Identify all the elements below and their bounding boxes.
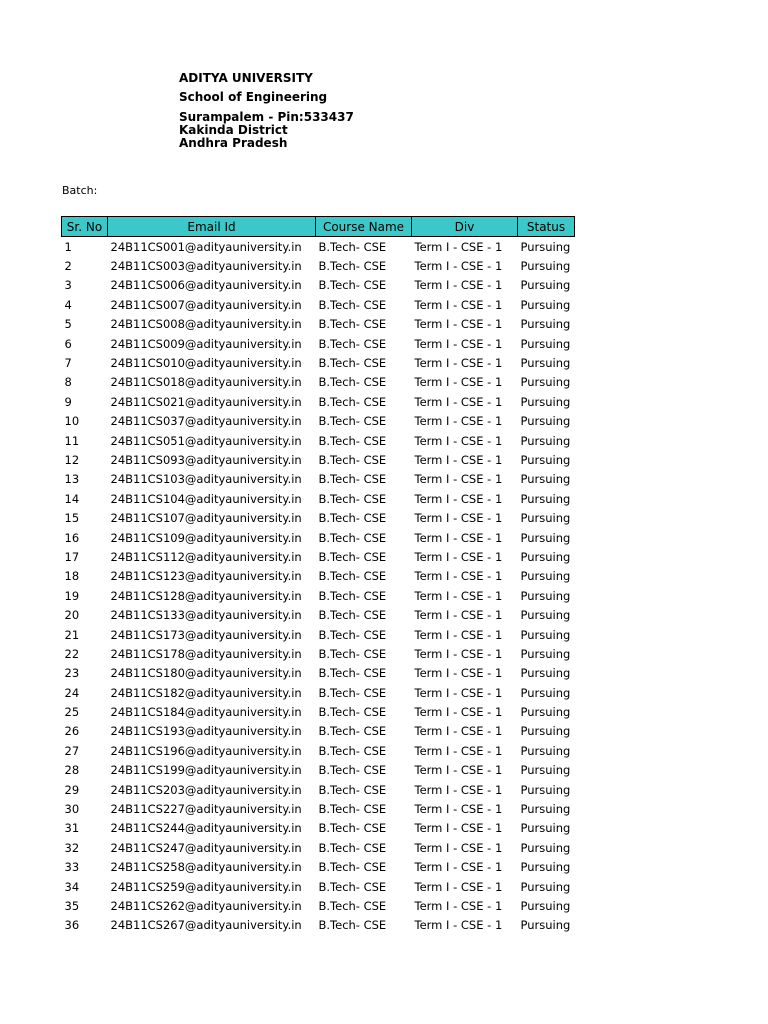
div-cell: Term I - CSE - 1 — [414, 802, 503, 817]
status-cell: Pursuing — [520, 549, 571, 564]
div-cell: Term I - CSE - 1 — [414, 511, 503, 526]
table-row — [62, 353, 575, 372]
course-cell: B.Tech- CSE — [318, 763, 387, 778]
course-cell: B.Tech- CSE — [318, 666, 387, 681]
course-cell: B.Tech- CSE — [318, 356, 387, 371]
status-cell: Pursuing — [520, 802, 571, 817]
status-cell: Pursuing — [520, 511, 571, 526]
div-cell: Term I - CSE - 1 — [414, 239, 503, 254]
table-row — [62, 819, 575, 838]
sr-no-cell: 36 — [64, 918, 80, 933]
div-cell: Term I - CSE - 1 — [414, 530, 503, 545]
status-cell: Pursuing — [520, 491, 571, 506]
div-cell: Term I - CSE - 1 — [414, 627, 503, 642]
status-cell: Pursuing — [520, 860, 571, 875]
email-cell: 24B11CS173@adityauniversity.in — [110, 627, 302, 642]
course-cell: B.Tech- CSE — [318, 472, 387, 487]
sr-no-cell: 4 — [64, 297, 72, 312]
sr-no-cell: 30 — [64, 802, 80, 817]
email-cell: 24B11CS247@adityauniversity.in — [110, 840, 302, 855]
status-cell: Pursuing — [520, 317, 571, 332]
course-cell: B.Tech- CSE — [318, 375, 387, 390]
email-cell: 24B11CS009@adityauniversity.in — [110, 336, 302, 351]
course-cell: B.Tech- CSE — [318, 724, 387, 739]
status-cell: Pursuing — [520, 666, 571, 681]
email-cell: 24B11CS182@adityauniversity.in — [110, 685, 302, 700]
status-cell: Pursuing — [520, 840, 571, 855]
column-header-course-name: Course Name — [316, 217, 412, 237]
div-cell: Term I - CSE - 1 — [414, 724, 503, 739]
course-cell: B.Tech- CSE — [318, 433, 387, 448]
sr-no-cell: 32 — [64, 840, 80, 855]
table-row — [62, 334, 575, 353]
course-cell: B.Tech- CSE — [318, 627, 387, 642]
status-cell: Pursuing — [520, 724, 571, 739]
column-header-status: Status — [518, 217, 575, 237]
sr-no-cell: 28 — [64, 763, 80, 778]
table-row — [62, 605, 575, 624]
table-row — [62, 373, 575, 392]
sr-no-cell: 10 — [64, 414, 80, 429]
table-row — [62, 567, 575, 586]
school-name: School of Engineering — [179, 90, 328, 104]
sr-no-cell: 19 — [64, 588, 80, 603]
email-cell: 24B11CS007@adityauniversity.in — [110, 297, 302, 312]
sr-no-cell: 31 — [64, 821, 80, 836]
div-cell: Term I - CSE - 1 — [414, 433, 503, 448]
course-cell: B.Tech- CSE — [318, 821, 387, 836]
div-cell: Term I - CSE - 1 — [414, 278, 503, 293]
table-row — [62, 392, 575, 411]
email-cell: 24B11CS133@adityauniversity.in — [110, 608, 302, 623]
status-cell: Pursuing — [520, 278, 571, 293]
sr-no-cell: 22 — [64, 646, 80, 661]
status-cell: Pursuing — [520, 685, 571, 700]
email-cell: 24B11CS259@adityauniversity.in — [110, 879, 302, 894]
sr-no-cell: 5 — [64, 317, 72, 332]
div-cell: Term I - CSE - 1 — [414, 549, 503, 564]
sr-no-cell: 8 — [64, 375, 72, 390]
course-cell: B.Tech- CSE — [318, 259, 387, 274]
institution-header — [179, 70, 399, 150]
table-row — [62, 508, 575, 527]
course-cell: B.Tech- CSE — [318, 879, 387, 894]
status-cell: Pursuing — [520, 433, 571, 448]
email-cell: 24B11CS258@adityauniversity.in — [110, 860, 302, 875]
email-cell: 24B11CS184@adityauniversity.in — [110, 705, 302, 720]
sr-no-cell: 27 — [64, 743, 80, 758]
course-cell: B.Tech- CSE — [318, 608, 387, 623]
email-cell: 24B11CS193@adityauniversity.in — [110, 724, 302, 739]
email-cell: 24B11CS178@adityauniversity.in — [110, 646, 302, 661]
email-cell: 24B11CS199@adityauniversity.in — [110, 763, 302, 778]
sr-no-cell: 14 — [64, 491, 80, 506]
university-name: ADITYA UNIVERSITY — [179, 71, 313, 85]
email-cell: 24B11CS093@adityauniversity.in — [110, 452, 302, 467]
div-cell: Term I - CSE - 1 — [414, 394, 503, 409]
div-cell: Term I - CSE - 1 — [414, 918, 503, 933]
div-cell: Term I - CSE - 1 — [414, 646, 503, 661]
email-cell: 24B11CS262@adityauniversity.in — [110, 898, 302, 913]
email-cell: 24B11CS103@adityauniversity.in — [110, 472, 302, 487]
table-header-row — [62, 217, 575, 237]
email-cell: 24B11CS010@adityauniversity.in — [110, 356, 302, 371]
email-cell: 24B11CS109@adityauniversity.in — [110, 530, 302, 545]
table-row — [62, 431, 575, 450]
email-cell: 24B11CS021@adityauniversity.in — [110, 394, 302, 409]
sr-no-cell: 25 — [64, 705, 80, 720]
table-body — [62, 237, 575, 936]
course-cell: B.Tech- CSE — [318, 394, 387, 409]
status-cell: Pursuing — [520, 336, 571, 351]
sr-no-cell: 33 — [64, 860, 80, 875]
table-row — [62, 625, 575, 644]
table-row — [62, 741, 575, 760]
table-row — [62, 664, 575, 683]
table-row — [62, 644, 575, 663]
sr-no-cell: 2 — [64, 259, 72, 274]
sr-no-cell: 16 — [64, 530, 80, 545]
column-header-sr-no: Sr. No — [62, 217, 108, 237]
course-cell: B.Tech- CSE — [318, 860, 387, 875]
course-cell: B.Tech- CSE — [318, 414, 387, 429]
sr-no-cell: 35 — [64, 898, 80, 913]
course-cell: B.Tech- CSE — [318, 278, 387, 293]
status-cell: Pursuing — [520, 646, 571, 661]
table-row — [62, 761, 575, 780]
div-cell: Term I - CSE - 1 — [414, 782, 503, 797]
address-line: Surampalem - Pin:533437 — [179, 110, 354, 124]
div-cell: Term I - CSE - 1 — [414, 685, 503, 700]
sr-no-cell: 13 — [64, 472, 80, 487]
email-cell: 24B11CS037@adityauniversity.in — [110, 414, 302, 429]
district-line: Kakinda District — [179, 123, 288, 137]
status-cell: Pursuing — [520, 530, 571, 545]
sr-no-cell: 15 — [64, 511, 80, 526]
status-cell: Pursuing — [520, 918, 571, 933]
email-cell: 24B11CS180@adityauniversity.in — [110, 666, 302, 681]
table-row — [62, 586, 575, 605]
course-cell: B.Tech- CSE — [318, 511, 387, 526]
course-cell: B.Tech- CSE — [318, 530, 387, 545]
course-cell: B.Tech- CSE — [318, 336, 387, 351]
table-row — [62, 858, 575, 877]
status-cell: Pursuing — [520, 705, 571, 720]
status-cell: Pursuing — [520, 898, 571, 913]
course-cell: B.Tech- CSE — [318, 918, 387, 933]
status-cell: Pursuing — [520, 375, 571, 390]
status-cell: Pursuing — [520, 356, 571, 371]
table-row — [62, 838, 575, 857]
div-cell: Term I - CSE - 1 — [414, 860, 503, 875]
course-cell: B.Tech- CSE — [318, 705, 387, 720]
column-header-div: Div — [412, 217, 518, 237]
div-cell: Term I - CSE - 1 — [414, 608, 503, 623]
status-cell: Pursuing — [520, 239, 571, 254]
status-cell: Pursuing — [520, 569, 571, 584]
div-cell: Term I - CSE - 1 — [414, 414, 503, 429]
course-cell: B.Tech- CSE — [318, 569, 387, 584]
table-row — [62, 276, 575, 295]
email-cell: 24B11CS244@adityauniversity.in — [110, 821, 302, 836]
course-cell: B.Tech- CSE — [318, 685, 387, 700]
course-cell: B.Tech- CSE — [318, 239, 387, 254]
div-cell: Term I - CSE - 1 — [414, 336, 503, 351]
sr-no-cell: 17 — [64, 549, 80, 564]
email-cell: 24B11CS128@adityauniversity.in — [110, 588, 302, 603]
sr-no-cell: 24 — [64, 685, 80, 700]
status-cell: Pursuing — [520, 394, 571, 409]
course-cell: B.Tech- CSE — [318, 802, 387, 817]
course-cell: B.Tech- CSE — [318, 452, 387, 467]
div-cell: Term I - CSE - 1 — [414, 821, 503, 836]
status-cell: Pursuing — [520, 627, 571, 642]
email-cell: 24B11CS001@adityauniversity.in — [110, 239, 302, 254]
div-cell: Term I - CSE - 1 — [414, 452, 503, 467]
status-cell: Pursuing — [520, 763, 571, 778]
batch-label: Batch: — [62, 184, 98, 197]
course-cell: B.Tech- CSE — [318, 898, 387, 913]
sr-no-cell: 21 — [64, 627, 80, 642]
div-cell: Term I - CSE - 1 — [414, 472, 503, 487]
div-cell: Term I - CSE - 1 — [414, 491, 503, 506]
course-cell: B.Tech- CSE — [318, 491, 387, 506]
status-cell: Pursuing — [520, 821, 571, 836]
sr-no-cell: 3 — [64, 278, 72, 293]
table-row — [62, 489, 575, 508]
column-header-email-id: Email Id — [108, 217, 316, 237]
table-row — [62, 256, 575, 275]
div-cell: Term I - CSE - 1 — [414, 705, 503, 720]
course-cell: B.Tech- CSE — [318, 588, 387, 603]
email-cell: 24B11CS267@adityauniversity.in — [110, 918, 302, 933]
email-cell: 24B11CS203@adityauniversity.in — [110, 782, 302, 797]
sr-no-cell: 12 — [64, 452, 80, 467]
table-row — [62, 683, 575, 702]
course-cell: B.Tech- CSE — [318, 782, 387, 797]
status-cell: Pursuing — [520, 782, 571, 797]
status-cell: Pursuing — [520, 472, 571, 487]
course-cell: B.Tech- CSE — [318, 743, 387, 758]
sr-no-cell: 34 — [64, 879, 80, 894]
table-row — [62, 799, 575, 818]
div-cell: Term I - CSE - 1 — [414, 840, 503, 855]
sr-no-cell: 11 — [64, 433, 80, 448]
div-cell: Term I - CSE - 1 — [414, 879, 503, 894]
student-roster-table — [61, 216, 575, 935]
div-cell: Term I - CSE - 1 — [414, 297, 503, 312]
email-cell: 24B11CS018@adityauniversity.in — [110, 375, 302, 390]
email-cell: 24B11CS112@adityauniversity.in — [110, 549, 302, 564]
status-cell: Pursuing — [520, 259, 571, 274]
div-cell: Term I - CSE - 1 — [414, 666, 503, 681]
status-cell: Pursuing — [520, 414, 571, 429]
table-row — [62, 412, 575, 431]
div-cell: Term I - CSE - 1 — [414, 569, 503, 584]
email-cell: 24B11CS008@adityauniversity.in — [110, 317, 302, 332]
sr-no-cell: 23 — [64, 666, 80, 681]
course-cell: B.Tech- CSE — [318, 646, 387, 661]
course-cell: B.Tech- CSE — [318, 549, 387, 564]
sr-no-cell: 1 — [64, 239, 72, 254]
div-cell: Term I - CSE - 1 — [414, 743, 503, 758]
sr-no-cell: 20 — [64, 608, 80, 623]
course-cell: B.Tech- CSE — [318, 297, 387, 312]
email-cell: 24B11CS196@adityauniversity.in — [110, 743, 302, 758]
sr-no-cell: 9 — [64, 394, 72, 409]
status-cell: Pursuing — [520, 588, 571, 603]
course-cell: B.Tech- CSE — [318, 317, 387, 332]
status-cell: Pursuing — [520, 608, 571, 623]
email-cell: 24B11CS006@adityauniversity.in — [110, 278, 302, 293]
status-cell: Pursuing — [520, 879, 571, 894]
course-cell: B.Tech- CSE — [318, 840, 387, 855]
status-cell: Pursuing — [520, 743, 571, 758]
sr-no-cell: 26 — [64, 724, 80, 739]
table-row — [62, 780, 575, 799]
div-cell: Term I - CSE - 1 — [414, 375, 503, 390]
email-cell: 24B11CS051@adityauniversity.in — [110, 433, 302, 448]
table-row — [62, 896, 575, 915]
sr-no-cell: 6 — [64, 336, 72, 351]
table-row — [62, 470, 575, 489]
div-cell: Term I - CSE - 1 — [414, 356, 503, 371]
div-cell: Term I - CSE - 1 — [414, 898, 503, 913]
table-row — [62, 877, 575, 896]
table-row — [62, 547, 575, 566]
div-cell: Term I - CSE - 1 — [414, 317, 503, 332]
sr-no-cell: 7 — [64, 356, 72, 371]
div-cell: Term I - CSE - 1 — [414, 588, 503, 603]
email-cell: 24B11CS227@adityauniversity.in — [110, 802, 302, 817]
div-cell: Term I - CSE - 1 — [414, 259, 503, 274]
div-cell: Term I - CSE - 1 — [414, 763, 503, 778]
table-row — [62, 702, 575, 721]
table-row — [62, 237, 575, 257]
table-row — [62, 315, 575, 334]
batch-label-container — [62, 184, 122, 202]
sr-no-cell: 18 — [64, 569, 80, 584]
table-row — [62, 528, 575, 547]
table-row — [62, 916, 575, 935]
state-line: Andhra Pradesh — [179, 136, 288, 150]
table-row — [62, 722, 575, 741]
status-cell: Pursuing — [520, 297, 571, 312]
email-cell: 24B11CS123@adityauniversity.in — [110, 569, 302, 584]
email-cell: 24B11CS003@adityauniversity.in — [110, 259, 302, 274]
email-cell: 24B11CS104@adityauniversity.in — [110, 491, 302, 506]
table-row — [62, 450, 575, 469]
sr-no-cell: 29 — [64, 782, 80, 797]
email-cell: 24B11CS107@adityauniversity.in — [110, 511, 302, 526]
table-row — [62, 295, 575, 314]
status-cell: Pursuing — [520, 452, 571, 467]
